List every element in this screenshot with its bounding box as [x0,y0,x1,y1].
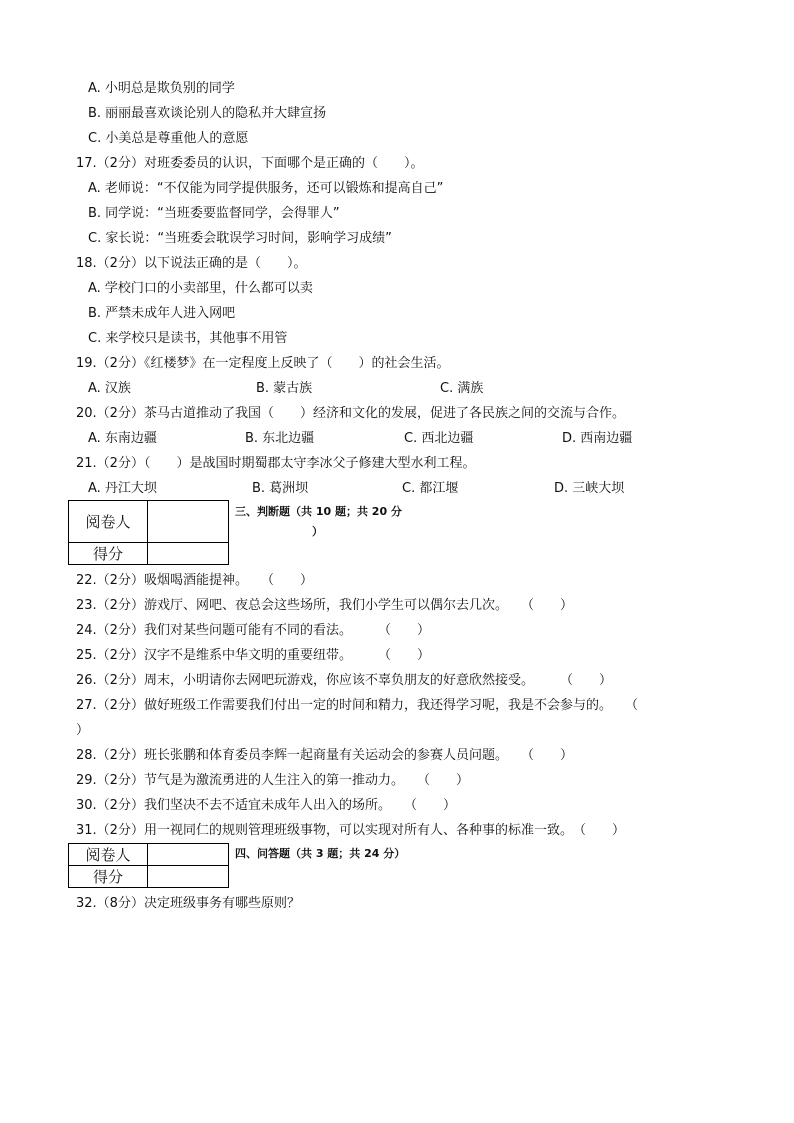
reviewer-cell [148,844,229,866]
score-box-section-4 [68,843,229,888]
q17-stem: 17.（2分）对班委委员的认识，下面哪个是正确的（ ）。 [76,156,424,171]
q18-option-c: C. 来学校只是读书，其他事不用管 [88,331,288,346]
section-4-title: 四、问答题（共 3 题；共 24 分） [235,847,406,860]
q21-option-a: A. 丹江大坝 [88,481,157,496]
q30: 30.（2分）我们坚决不去不适宜未成年人出入的场所。 （ ） [76,798,456,813]
q23: 23.（2分）游戏厅、网吧、夜总会这些场所，我们小学生可以偶尔去几次。 （ ） [76,598,573,613]
section-3-title: 三、判断题（共 10 题；共 20 分 [235,505,402,518]
q17-option-b: B. 同学说：“当班委要监督同学，会得罪人” [88,206,340,221]
q22: 22.（2分）吸烟喝酒能提神。 （ ） [76,573,313,588]
q20-option-d: D. 西南边疆 [562,431,633,446]
q16-option-c: C. 小美总是尊重他人的意愿 [88,131,249,146]
q18-option-b: B. 严禁未成年人进入网吧 [88,306,236,321]
score-cell [148,543,229,565]
q27-cont: ） [76,723,90,738]
q18-option-a: A. 学校门口的小卖部里，什么都可以卖 [88,281,313,296]
q19-stem: 19.（2分）《红楼梦》在一定程度上反映了（ ）的社会生活。 [76,356,450,371]
score-box-section-3 [68,500,229,565]
q20-stem: 20.（2分）茶马古道推动了我国（ ）经济和文化的发展，促进了各民族之间的交流与合作。 [76,406,625,421]
reviewer-label: 阅卷人 [69,844,148,866]
score-cell [148,866,229,888]
q19-option-b: B. 蒙古族 [256,381,313,396]
q20-option-c: C. 西北边疆 [404,431,474,446]
q20-option-b: B. 东北边疆 [245,431,315,446]
q19-options [88,380,708,398]
score-label: 得分 [69,866,148,888]
q16-option-b: B. 丽丽最喜欢谈论别人的隐私并大肆宣扬 [88,106,327,121]
q24: 24.（2分）我们对某些问题可能有不同的看法。 （ ） [76,623,430,638]
q21-stem: 21.（2分）（ ）是战国时期蜀郡太守李冰父子修建大型水利工程。 [76,456,476,471]
q21-options [88,480,708,498]
q18-stem: 18.（2分）以下说法正确的是（ ）。 [76,256,307,271]
score-label: 得分 [69,543,148,565]
q21-option-b: B. 葛洲坝 [252,481,309,496]
q20-option-a: A. 东南边疆 [88,431,157,446]
q17-option-a: A. 老师说：“不仅能为同学提供服务，还可以锻炼和提高自己” [88,181,444,196]
q21-option-c: C. 都江堰 [402,481,459,496]
q17-option-c: C. 家长说：“当班委会耽误学习时间，影响学习成绩” [88,231,392,246]
q25: 25.（2分）汉字不是维系中华文明的重要纽带。 （ ） [76,648,430,663]
q16-option-a: A. 小明总是欺负别的同学 [88,81,235,96]
q19-option-c: C. 满族 [440,381,484,396]
q21-option-d: D. 三峡大坝 [554,481,625,496]
q26: 26.（2分）周末，小明请你去网吧玩游戏，你应该不辜负朋友的好意欣然接受。 （ ） [76,673,612,688]
reviewer-cell [148,501,229,543]
q19-option-a: A. 汉族 [88,381,131,396]
q27: 27.（2分）做好班级工作需要我们付出一定的时间和精力，我还得学习呢，我是不会参与的。 （ [76,698,638,713]
q20-options [88,430,708,448]
q32: 32.（8分）决定班级事务有哪些原则？ [76,896,300,911]
q28: 28.（2分）班长张鹏和体育委员李辉一起商量有关运动会的参赛人员问题。 （ ） [76,748,573,763]
q29: 29.（2分）节气是为激流勇进的人生注入的第一推动力。 （ ） [76,773,469,788]
section-3-title-cont: ） [312,525,323,538]
q31: 31.（2分）用一视同仁的规则管理班级事物，可以实现对所有人、各种事的标准一致。 （ ） [76,823,625,838]
reviewer-label: 阅卷人 [69,501,148,543]
